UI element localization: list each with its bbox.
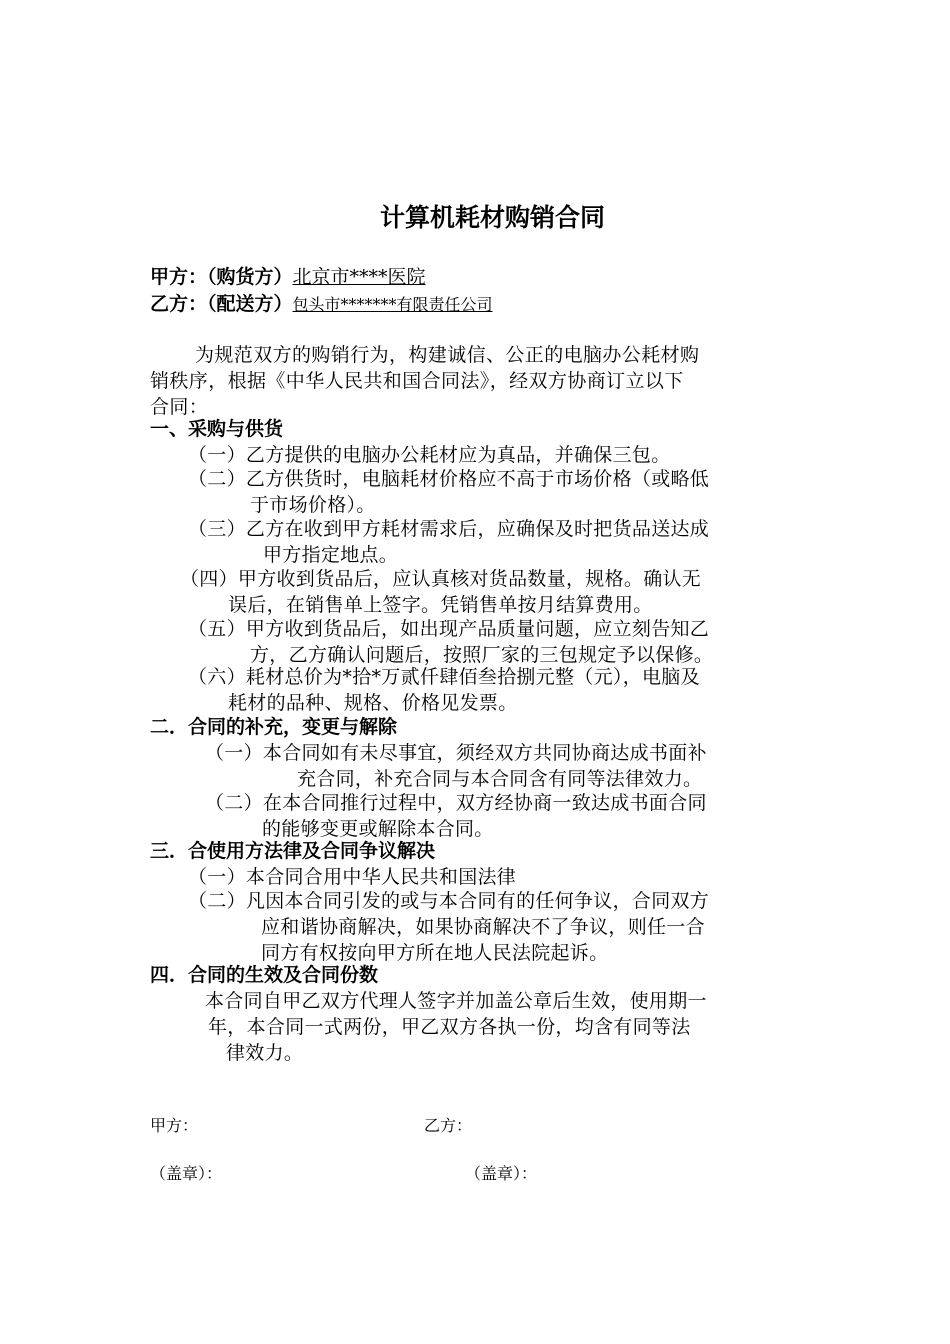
clause-1-4	[180, 566, 701, 618]
clause-1-1	[188, 442, 671, 468]
clause-line: 方，乙方确认问题后，按照厂家的三包规定予以保修。	[250, 644, 714, 666]
clause-line: 于市场价格）。	[250, 494, 376, 516]
seal-party-a: （盖章）：	[150, 1164, 223, 1183]
party-a-value: 北京市****医院	[292, 266, 426, 288]
clause-line: （一）乙方提供的电脑办公耗材应为真品，并确保三包。	[188, 444, 671, 466]
clause-line: 的能够变更或解除本合同。	[262, 818, 494, 840]
clause-3-1	[188, 864, 516, 890]
party-b-label: 乙方：（配送方）	[150, 293, 293, 315]
clause-line: 年，本合同一式两份，甲乙双方各执一份，均含有同等法	[208, 1016, 691, 1038]
clause-line: （六）耗材总价为*拾*万贰仟肆佰叁拾捌元整（元），电脑及	[188, 666, 700, 688]
signature-party-a: 甲方：	[150, 1116, 199, 1135]
clause-3-2	[188, 888, 709, 966]
clause-1-6	[188, 664, 700, 716]
clause-line: （三）乙方在收到甲方耗材需求后，应确保及时把货品送达成	[188, 518, 710, 540]
clause-line: （二）在本合同推行过程中，双方经协商一致达成书面合同	[205, 792, 707, 814]
clause-1-2	[188, 466, 709, 518]
clause-line: 甲方指定地点。	[263, 544, 399, 566]
clause-line: 应和谐协商解决，如果协商解决不了争议，则任一合	[261, 916, 705, 938]
section-heading-3: 三．合使用方法律及合同争议解决	[150, 840, 436, 862]
clause-line: （二）凡因本合同引发的或与本合同有的任何争议，合同双方	[188, 890, 710, 912]
clause-line: （五）甲方收到货品后，如出现产品质量问题，应立刻告知乙	[188, 618, 710, 640]
clause-line: 充合同，补充合同与本合同含有同等法律效力。	[297, 768, 703, 790]
clause-line: （二）乙方供货时，电脑耗材价格应不高于市场价格（或略低	[188, 468, 710, 490]
clause-line: 本合同自甲乙双方代理人签字并加盖公章后生效，使用期一	[205, 990, 707, 1012]
clause-1-3	[188, 516, 709, 568]
party-b-value: 包头市*******有限责任公司	[292, 295, 493, 314]
party-a	[150, 264, 466, 290]
signature-party-b: 乙方：	[424, 1116, 473, 1135]
clause-line: 同方有权按向甲方所在地人民法院起诉。	[261, 942, 609, 964]
section-heading-4: 四．合同的生效及合同份数	[150, 964, 379, 986]
clause-2-1	[205, 740, 707, 792]
party-a-label: 甲方：（购货方）	[150, 266, 293, 288]
section-heading-2: 二．合同的补充，变更与解除	[150, 716, 398, 738]
clause-line: （一）本合同如有未尽事宜，须经双方共同协商达成书面补	[205, 742, 707, 764]
clause-line: （四）甲方收到货品后，应认真核对货品数量，规格。确认无	[180, 568, 702, 590]
clause-line: 耗材的品种、规格、价格见发票。	[228, 692, 518, 714]
clause-4-body	[205, 988, 707, 1066]
section-heading-1: 一、采购与供货	[150, 418, 284, 440]
intro-line: 为规范双方的购销行为，构建诚信、公正的电脑办公耗材购	[195, 344, 700, 366]
intro-line: 合同：	[150, 396, 209, 418]
clause-line: 律效力。	[226, 1042, 304, 1064]
document-title: 计算机耗材购销合同	[379, 203, 605, 232]
clause-1-5	[188, 616, 713, 668]
clause-line: 误后，在销售单上签字。凭销售单按月结算费用。	[228, 594, 653, 616]
intro-paragraph	[150, 342, 810, 420]
clause-2-2	[205, 790, 707, 842]
clause-line: （一）本合同合用中华人民共和国法律	[188, 866, 517, 888]
party-b	[150, 291, 493, 318]
intro-line: 销秩序，根据《中华人民共和国合同法》，经双方协商订立以下	[150, 370, 684, 392]
seal-party-b: （盖章）：	[465, 1164, 538, 1183]
